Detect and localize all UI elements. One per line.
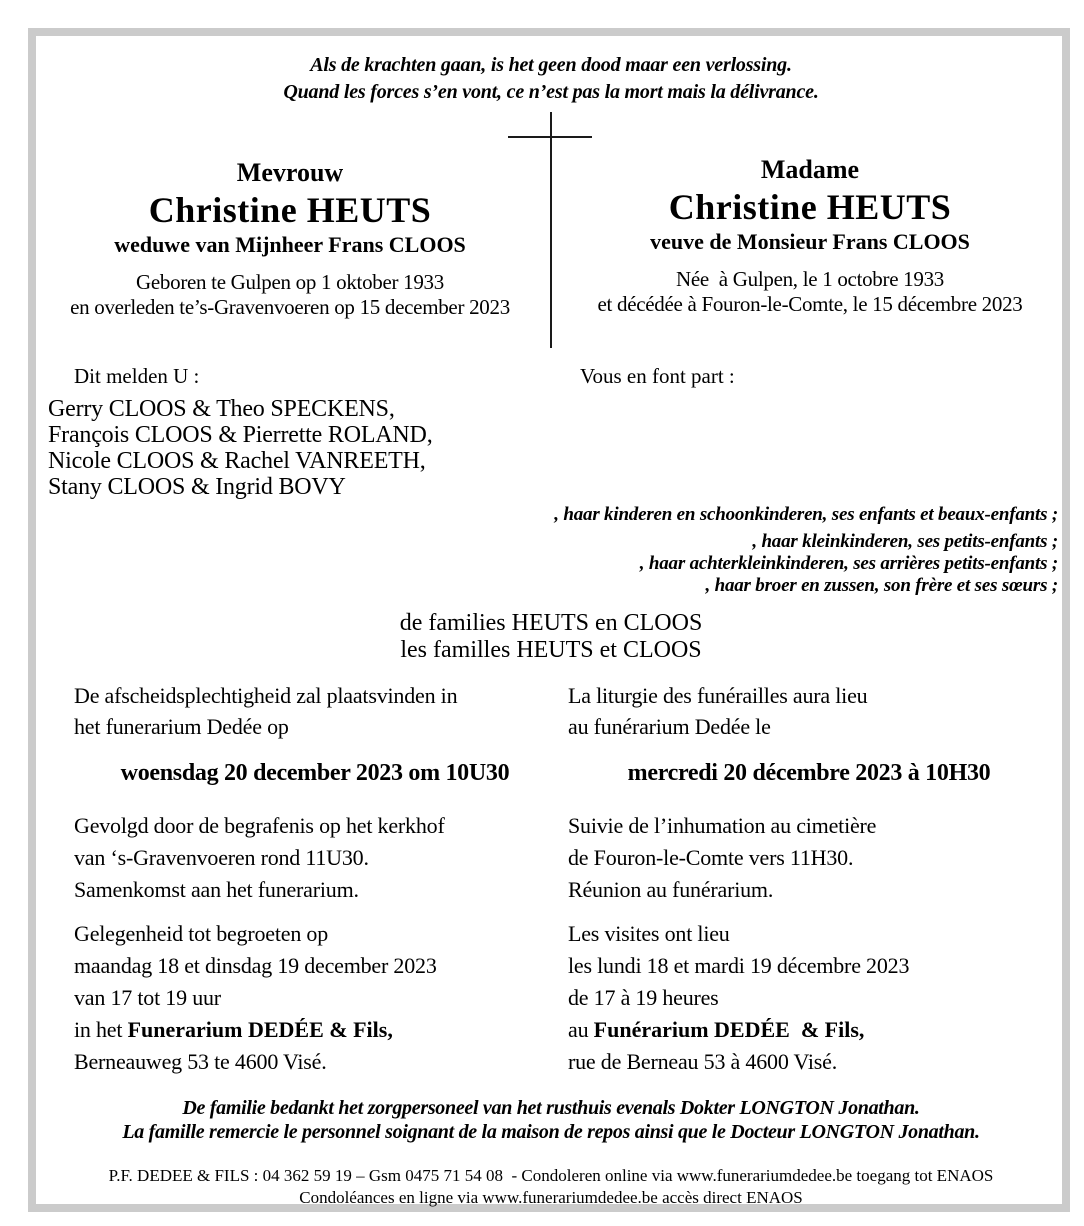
child-line: Nicole CLOOS & Rachel VANREETH, (48, 448, 426, 474)
relation-nl: weduwe van Mijnheer Frans CLOOS (114, 232, 466, 257)
salutation-fr: Madame (760, 155, 860, 184)
venue-name-nl: Funerarium DEDÉE & Fils, (127, 1017, 393, 1042)
burial-line-nl: Gevolgd door de begrafenis op het kerkhof (74, 813, 445, 838)
visits-line-nl: van 17 tot 19 uur (74, 985, 221, 1010)
relations-list (398, 504, 1058, 597)
relation-line: , haar kinderen en schoonkinderen, ses enfants et beaux-enfants ; (554, 504, 1058, 525)
died-line-nl: en overleden te’s-Gravenvoeren op 15 december 2023 (70, 295, 510, 319)
families-nl: de families HEUTS en CLOOS (399, 610, 703, 636)
salutation-nl: Mevrouw (236, 158, 344, 187)
ceremony-date-fr: mercredi 20 décembre 2023 à 10H30 (627, 760, 991, 786)
thanks-fr: La famille remercie le personnel soignant de la maison de repos ainsi que le Docteur LONGTON Jonathan. (122, 1121, 980, 1143)
burial-line-fr: de Fouron-le-Comte vers 11H30. (568, 845, 854, 870)
ceremony-fr (568, 680, 1050, 788)
vitals-fr (560, 267, 1060, 317)
relation-line: , haar achterkleinkinderen, ses arrières petits-enfants ; (639, 553, 1058, 574)
cross-icon (550, 112, 552, 348)
burial-line-fr: Réunion au funérarium. (568, 877, 774, 902)
ceremony-intro-fr-2: au funérarium Dedée le (568, 714, 771, 739)
epigraph-line-fr: Quand les forces s’en vont, ce n’est pas la mort mais la délivrance. (283, 81, 819, 103)
venue-prefix-nl: in het (74, 1017, 128, 1042)
visits-line-fr: de 17 à 19 heures (568, 985, 719, 1010)
announce-fr: Vous en font part : (580, 364, 735, 388)
born-line-nl: Geboren te Gulpen op 1 oktober 1933 (136, 270, 444, 294)
ceremony-intro-fr-1: La liturgie des funérailles aura lieu (568, 683, 868, 708)
burial-line-nl: van ‘s-Gravenvoeren rond 11U30. (74, 845, 369, 870)
relation-line: , haar kleinkinderen, ses petits-enfants ; (752, 531, 1058, 552)
families-lines (18, 610, 1084, 664)
visits-address-nl: Berneauweg 53 te 4600 Visé. (74, 1049, 327, 1074)
visits-line-nl: Gelegenheid tot begroeten op (74, 921, 329, 946)
announce-nl: Dit melden U : (74, 364, 200, 388)
ceremony-intro-nl-2: het funerarium Dedée op (74, 714, 289, 739)
burial-fr (568, 810, 1050, 906)
burial-line-fr: Suivie de l’inhumation au cimetière (568, 813, 877, 838)
child-line: Stany CLOOS & Ingrid BOVY (48, 474, 346, 500)
venue-prefix-fr: au (568, 1017, 594, 1042)
deceased-header-nl (40, 158, 540, 320)
footer-line-2: Condoléances en ligne via www.funerariumdedee.be accès direct ENAOS (299, 1188, 803, 1207)
burial-line-nl: Samenkomst aan het funerarium. (74, 877, 359, 902)
ceremony-nl (74, 680, 556, 788)
visits-fr (568, 918, 1050, 1078)
ceremony-date-nl: woensdag 20 december 2023 om 10U30 (120, 760, 510, 786)
child-line: Gerry CLOOS & Theo SPECKENS, (48, 396, 395, 422)
child-line: François CLOOS & Pierrette ROLAND, (48, 422, 433, 448)
visits-venue-line-fr (568, 1014, 1050, 1046)
epigraph (18, 52, 1084, 106)
funeral-home-footer (18, 1165, 1084, 1209)
visits-line-fr: les lundi 18 et mardi 19 décembre 2023 (568, 953, 910, 978)
visits-line-fr: Les visites ont lieu (568, 921, 730, 946)
families-fr: les familles HEUTS et CLOOS (400, 637, 702, 663)
deceased-name-nl: Christine HEUTS (148, 190, 432, 230)
deceased-name-fr: Christine HEUTS (668, 187, 952, 227)
died-line-fr: et décédée à Fouron-le-Comte, le 15 décembre 2023 (597, 292, 1023, 316)
thanks-nl: De familie bedankt het zorgpersoneel van het rusthuis evenals Dokter LONGTON Jonathan. (182, 1097, 920, 1119)
venue-name-fr: Funérarium DEDÉE & Fils, (593, 1017, 865, 1042)
relation-fr: veuve de Monsieur Frans CLOOS (650, 229, 970, 254)
children-list (48, 396, 433, 500)
ceremony-intro-nl-1: De afscheidsplechtigheid zal plaatsvinden in (74, 683, 458, 708)
footer-line-1: P.F. DEDEE & FILS : 04 362 59 19 – Gsm 0475 71 54 08 - Condoleren online via www.funerariumdedee.be toegang tot ENAOS (108, 1166, 994, 1185)
visits-nl (74, 918, 556, 1078)
burial-nl (74, 810, 556, 906)
epigraph-line-nl: Als de krachten gaan, is het geen dood maar een verlossing. (310, 54, 792, 76)
vitals-nl (40, 270, 540, 320)
visits-address-fr: rue de Berneau 53 à 4600 Visé. (568, 1049, 838, 1074)
born-line-fr: Née à Gulpen, le 1 octobre 1933 (676, 267, 944, 291)
thanks-note (18, 1096, 1084, 1144)
visits-venue-line-nl (74, 1014, 556, 1046)
visits-line-nl: maandag 18 et dinsdag 19 december 2023 (74, 953, 437, 978)
cross-icon-bar (508, 136, 592, 138)
deceased-header-fr (560, 155, 1060, 317)
relation-line: , haar broer en zussen, son frère et ses sœurs ; (705, 575, 1058, 596)
